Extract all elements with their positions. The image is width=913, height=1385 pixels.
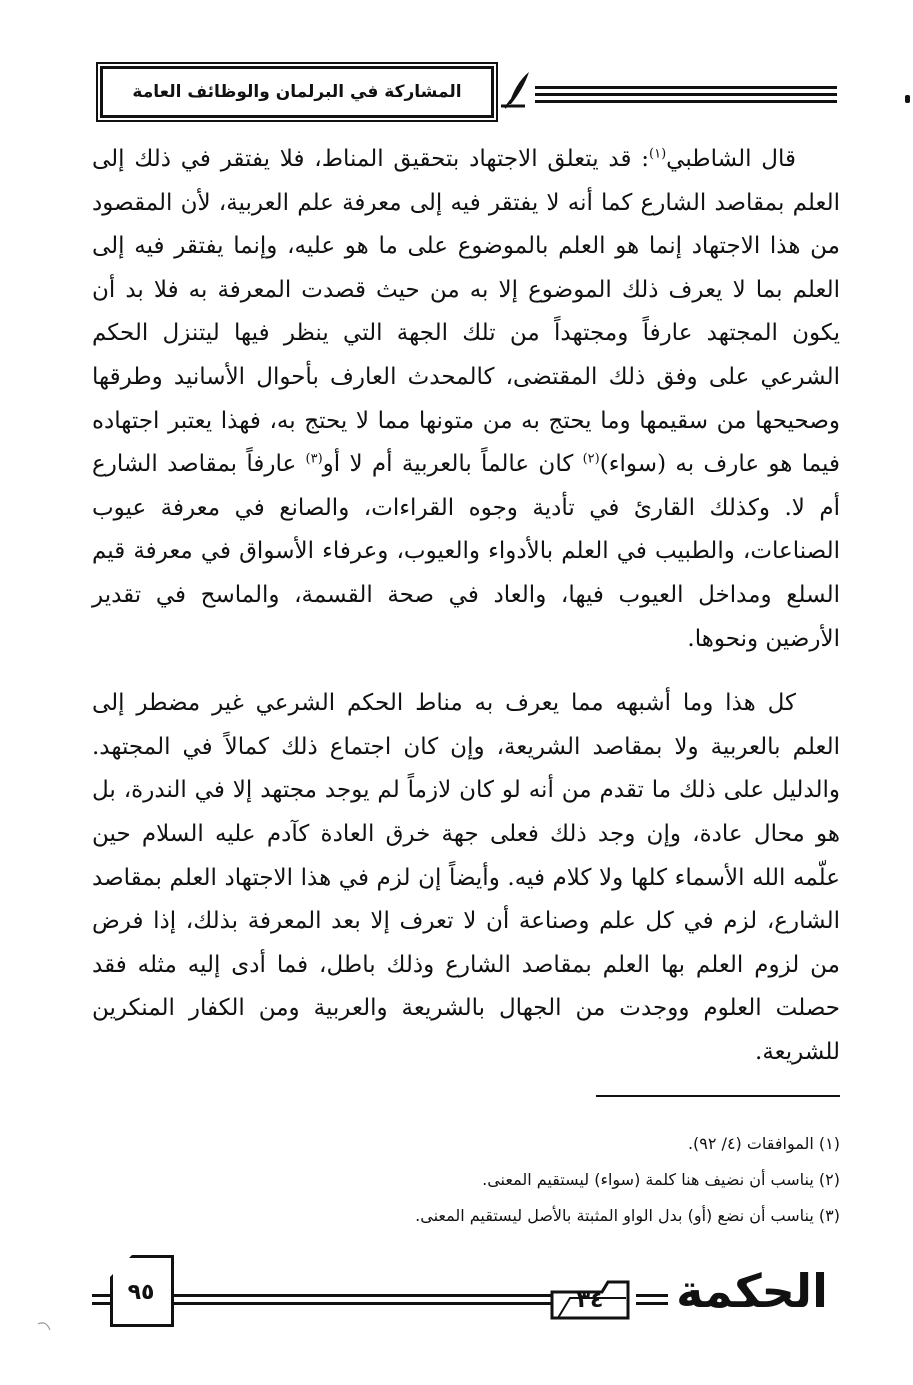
paragraph-1: قال الشاطبي$^{(١)}$: قد يتعلق الاجتهاد بتحقيق المناط، فلا يفتقر في ذلك إلى العلم بمقاصد الشارع كما أنه لا يفتقر فيه إلى معرفة علم العربية، لأن المقصود من هذا الاجتهاد إنما هو العلم بالموضوع على ما هو عليه، وإنما يفتقر فيه إلى العلم بما لا يعرف ذلك الموضوع إلا به من حيث قصدت المعرفة به فلا بد أن يكون المجتهد عارفاً ومجتهداً من تلك الجهة التي ينظر فيها ليتنزل الحكم الشرعي على وفق ذلك المقتضى، كالمحدث العارف بأحوال الأسانيد وطرقها وصحيحها من سقيمها وما يحتج به من متونها مما لا يحتج به، فهذا يعتبر اجتهاده فيما هو عارف به (سواء)$^{(٢)}$ كان عالماً بالعربية أم لا أو$^{(٣)}$ عارفاً بمقاصد الشارع أم لا. وكذلك القارئ في تأدية وجوه القراءات، والصانع في معرفة عيوب الصناعات، والطبيب في العلم بالأدواء والعيوب، وعرفاء الأسواق في معرفة قيم السلع ومداخل العيوب فيها، والعاد في صحة القسمة، والماسح في تقدير الأرضين ونحوها. <box>92 146 840 652</box>
page-number: ٩٥ <box>127 1280 155 1305</box>
footnotes <box>200 1126 840 1234</box>
body-text <box>92 138 840 1074</box>
footnote-ref-1[interactable]: (١) <box>649 146 667 162</box>
page-footer <box>0 1250 913 1330</box>
footnote-1: (١) الموافقات (٤/ ٩٢). <box>687 1134 840 1153</box>
footnote-ref-2[interactable]: (٢) <box>582 451 600 467</box>
journal-logo: الحكمة <box>676 1264 828 1318</box>
footer-rule-right <box>636 1294 668 1297</box>
running-header-title: المشاركة في البرلمان والوظائف العامة <box>132 82 462 102</box>
footnote-2: (٢) يناسب أن نضيف هنا كلمة (سواء) ليستقيم المعنى. <box>482 1170 840 1189</box>
footer-rule-middle-2 <box>171 1302 551 1305</box>
footer-rule-left <box>92 1294 112 1297</box>
paragraph-2: كل هذا وما أشبهه مما يعرف به مناط الحكم الشرعي غير مضطر إلى العلم بالعربية ولا بمقاصد الشريعة، وإن كان اجتماع ذلك كمالاً في المجتهد. والدليل على ذلك ما تقدم من أنه لو كان لازماً لم يوجد مجتهد إلا في الندرة، بل هو محال عادة، وإن وجد ذلك فعلى جهة خرق العادة كآدم عليه السلام حين علّمه الله الأسماء كلها ولا كلام فيه. وأيضاً إن لزم في هذا الاجتهاد العلم بمقاصد الشارع، لزم في كل علم وصناعة أن لا تعرف إلا بعد المعرفة بذلك، إذا فرض من لزوم العلم بها العلم بمقاصد الشارع وذلك باطل، فما أدى إليه مثله فقد حصلت العلوم ووجدت من الجهال بالشريعة والعربية ومن الكفار المنكرين للشريعة. <box>92 690 840 1065</box>
quill-pen-icon <box>495 66 535 112</box>
footer-rule-left-2 <box>92 1302 112 1305</box>
issue-number: ٣٤ <box>576 1288 604 1313</box>
scan-corner-mark <box>36 1320 54 1338</box>
footer-rule-right-2 <box>636 1302 668 1305</box>
footnote-ref-3[interactable]: (٣) <box>305 451 323 467</box>
margin-dot <box>905 95 910 103</box>
header-rules <box>535 86 837 106</box>
footnote-3: (٣) يناسب أن نضع (أو) بدل الواو المثبتة بالأصل ليستقيم المعنى. <box>415 1206 840 1225</box>
footnote-separator <box>596 1095 840 1097</box>
running-header-box <box>100 66 494 118</box>
footer-rule-middle <box>171 1294 551 1297</box>
